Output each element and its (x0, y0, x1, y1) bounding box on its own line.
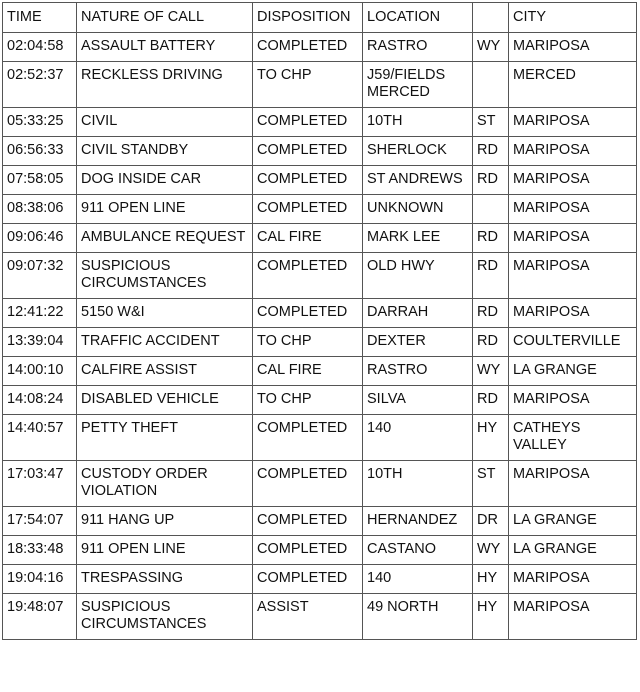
cell-time: 02:52:37 (3, 62, 77, 108)
table-row (3, 415, 637, 461)
cell-disposition: COMPLETED (253, 299, 363, 328)
cell-city: LA GRANGE (509, 357, 637, 386)
table-row (3, 328, 637, 357)
table-row (3, 507, 637, 536)
cell-disposition: COMPLETED (253, 166, 363, 195)
cell-time: 09:07:32 (3, 253, 77, 299)
cell-street-type: RD (473, 386, 509, 415)
cell-disposition: COMPLETED (253, 565, 363, 594)
cell-location: ST ANDREWS (363, 166, 473, 195)
cell-disposition: CAL FIRE (253, 224, 363, 253)
cell-street-type: DR (473, 507, 509, 536)
cell-street-type: WY (473, 536, 509, 565)
cell-city: MARIPOSA (509, 461, 637, 507)
cell-disposition: COMPLETED (253, 108, 363, 137)
cell-city: MARIPOSA (509, 137, 637, 166)
cell-time: 08:38:06 (3, 195, 77, 224)
cell-time: 05:33:25 (3, 108, 77, 137)
cell-nature-of-call: 911 OPEN LINE (77, 536, 253, 565)
cell-street-type (473, 62, 509, 108)
cell-street-type: RD (473, 166, 509, 195)
cell-city: LA GRANGE (509, 536, 637, 565)
table-row (3, 195, 637, 224)
cell-time: 17:03:47 (3, 461, 77, 507)
cell-location: HERNANDEZ (363, 507, 473, 536)
cell-nature-of-call: TRAFFIC ACCIDENT (77, 328, 253, 357)
header-time: TIME (3, 3, 77, 33)
cell-time: 13:39:04 (3, 328, 77, 357)
cell-location: SILVA (363, 386, 473, 415)
cell-city: MARIPOSA (509, 224, 637, 253)
header-disposition: DISPOSITION (253, 3, 363, 33)
header-city: CITY (509, 3, 637, 33)
cell-nature-of-call: ASSAULT BATTERY (77, 33, 253, 62)
header-row (3, 3, 637, 33)
table-row (3, 33, 637, 62)
cell-time: 07:58:05 (3, 166, 77, 195)
cell-location: DEXTER (363, 328, 473, 357)
header-nature-of-call: NATURE OF CALL (77, 3, 253, 33)
table-row (3, 386, 637, 415)
cell-disposition: TO CHP (253, 62, 363, 108)
cell-disposition: COMPLETED (253, 33, 363, 62)
cell-city: MARIPOSA (509, 195, 637, 224)
table-row (3, 536, 637, 565)
cell-disposition: TO CHP (253, 328, 363, 357)
cell-city: MERCED (509, 62, 637, 108)
cell-nature-of-call: CIVIL STANDBY (77, 137, 253, 166)
cell-location: 140 (363, 565, 473, 594)
cell-disposition: COMPLETED (253, 137, 363, 166)
cell-street-type: RD (473, 328, 509, 357)
cell-location: 49 NORTH (363, 594, 473, 640)
table-row (3, 565, 637, 594)
cell-city: MARIPOSA (509, 108, 637, 137)
cell-street-type: HY (473, 594, 509, 640)
cell-disposition: COMPLETED (253, 415, 363, 461)
table-row (3, 461, 637, 507)
table-row (3, 594, 637, 640)
cell-nature-of-call: RECKLESS DRIVING (77, 62, 253, 108)
cell-time: 19:04:16 (3, 565, 77, 594)
cell-city: COULTERVILLE (509, 328, 637, 357)
header-street-type (473, 3, 509, 33)
cell-location: DARRAH (363, 299, 473, 328)
cell-time: 14:40:57 (3, 415, 77, 461)
cell-nature-of-call: 911 HANG UP (77, 507, 253, 536)
table-row (3, 166, 637, 195)
cell-time: 09:06:46 (3, 224, 77, 253)
table-row (3, 357, 637, 386)
cell-nature-of-call: DISABLED VEHICLE (77, 386, 253, 415)
cell-disposition: COMPLETED (253, 195, 363, 224)
cell-city: MARIPOSA (509, 33, 637, 62)
table-row (3, 108, 637, 137)
table-row (3, 137, 637, 166)
cell-nature-of-call: CALFIRE ASSIST (77, 357, 253, 386)
cell-nature-of-call: DOG INSIDE CAR (77, 166, 253, 195)
cell-street-type: WY (473, 357, 509, 386)
cell-time: 14:00:10 (3, 357, 77, 386)
cell-street-type: HY (473, 565, 509, 594)
cell-disposition: CAL FIRE (253, 357, 363, 386)
cell-disposition: COMPLETED (253, 253, 363, 299)
table-row (3, 62, 637, 108)
cell-nature-of-call: SUSPICIOUS CIRCUMSTANCES (77, 594, 253, 640)
cell-time: 17:54:07 (3, 507, 77, 536)
cell-location: SHERLOCK (363, 137, 473, 166)
cell-time: 02:04:58 (3, 33, 77, 62)
cell-location: 10TH (363, 108, 473, 137)
call-log-table (2, 2, 637, 640)
cell-disposition: ASSIST (253, 594, 363, 640)
cell-time: 06:56:33 (3, 137, 77, 166)
cell-location: OLD HWY (363, 253, 473, 299)
cell-nature-of-call: PETTY THEFT (77, 415, 253, 461)
cell-street-type: RD (473, 253, 509, 299)
cell-disposition: COMPLETED (253, 461, 363, 507)
cell-time: 14:08:24 (3, 386, 77, 415)
cell-location: UNKNOWN (363, 195, 473, 224)
header-location: LOCATION (363, 3, 473, 33)
cell-street-type: RD (473, 137, 509, 166)
cell-street-type: RD (473, 224, 509, 253)
cell-location: RASTRO (363, 33, 473, 62)
cell-disposition: COMPLETED (253, 536, 363, 565)
cell-time: 12:41:22 (3, 299, 77, 328)
table-row (3, 299, 637, 328)
cell-location: J59/FIELDS MERCED (363, 62, 473, 108)
cell-street-type: WY (473, 33, 509, 62)
cell-city: MARIPOSA (509, 386, 637, 415)
cell-nature-of-call: CIVIL (77, 108, 253, 137)
cell-location: RASTRO (363, 357, 473, 386)
cell-location: CASTANO (363, 536, 473, 565)
cell-street-type: ST (473, 461, 509, 507)
cell-location: MARK LEE (363, 224, 473, 253)
cell-city: MARIPOSA (509, 594, 637, 640)
cell-street-type: RD (473, 299, 509, 328)
cell-disposition: COMPLETED (253, 507, 363, 536)
cell-nature-of-call: SUSPICIOUS CIRCUMSTANCES (77, 253, 253, 299)
cell-nature-of-call: CUSTODY ORDER VIOLATION (77, 461, 253, 507)
cell-location: 140 (363, 415, 473, 461)
cell-street-type: ST (473, 108, 509, 137)
cell-city: LA GRANGE (509, 507, 637, 536)
cell-disposition: TO CHP (253, 386, 363, 415)
table-row (3, 224, 637, 253)
cell-nature-of-call: 911 OPEN LINE (77, 195, 253, 224)
cell-location: 10TH (363, 461, 473, 507)
cell-nature-of-call: TRESPASSING (77, 565, 253, 594)
cell-time: 18:33:48 (3, 536, 77, 565)
table-row (3, 253, 637, 299)
cell-city: MARIPOSA (509, 166, 637, 195)
cell-city: CATHEYS VALLEY (509, 415, 637, 461)
cell-street-type (473, 195, 509, 224)
cell-time: 19:48:07 (3, 594, 77, 640)
cell-city: MARIPOSA (509, 253, 637, 299)
cell-city: MARIPOSA (509, 299, 637, 328)
cell-nature-of-call: AMBULANCE REQUEST (77, 224, 253, 253)
cell-nature-of-call: 5150 W&I (77, 299, 253, 328)
cell-street-type: HY (473, 415, 509, 461)
cell-city: MARIPOSA (509, 565, 637, 594)
